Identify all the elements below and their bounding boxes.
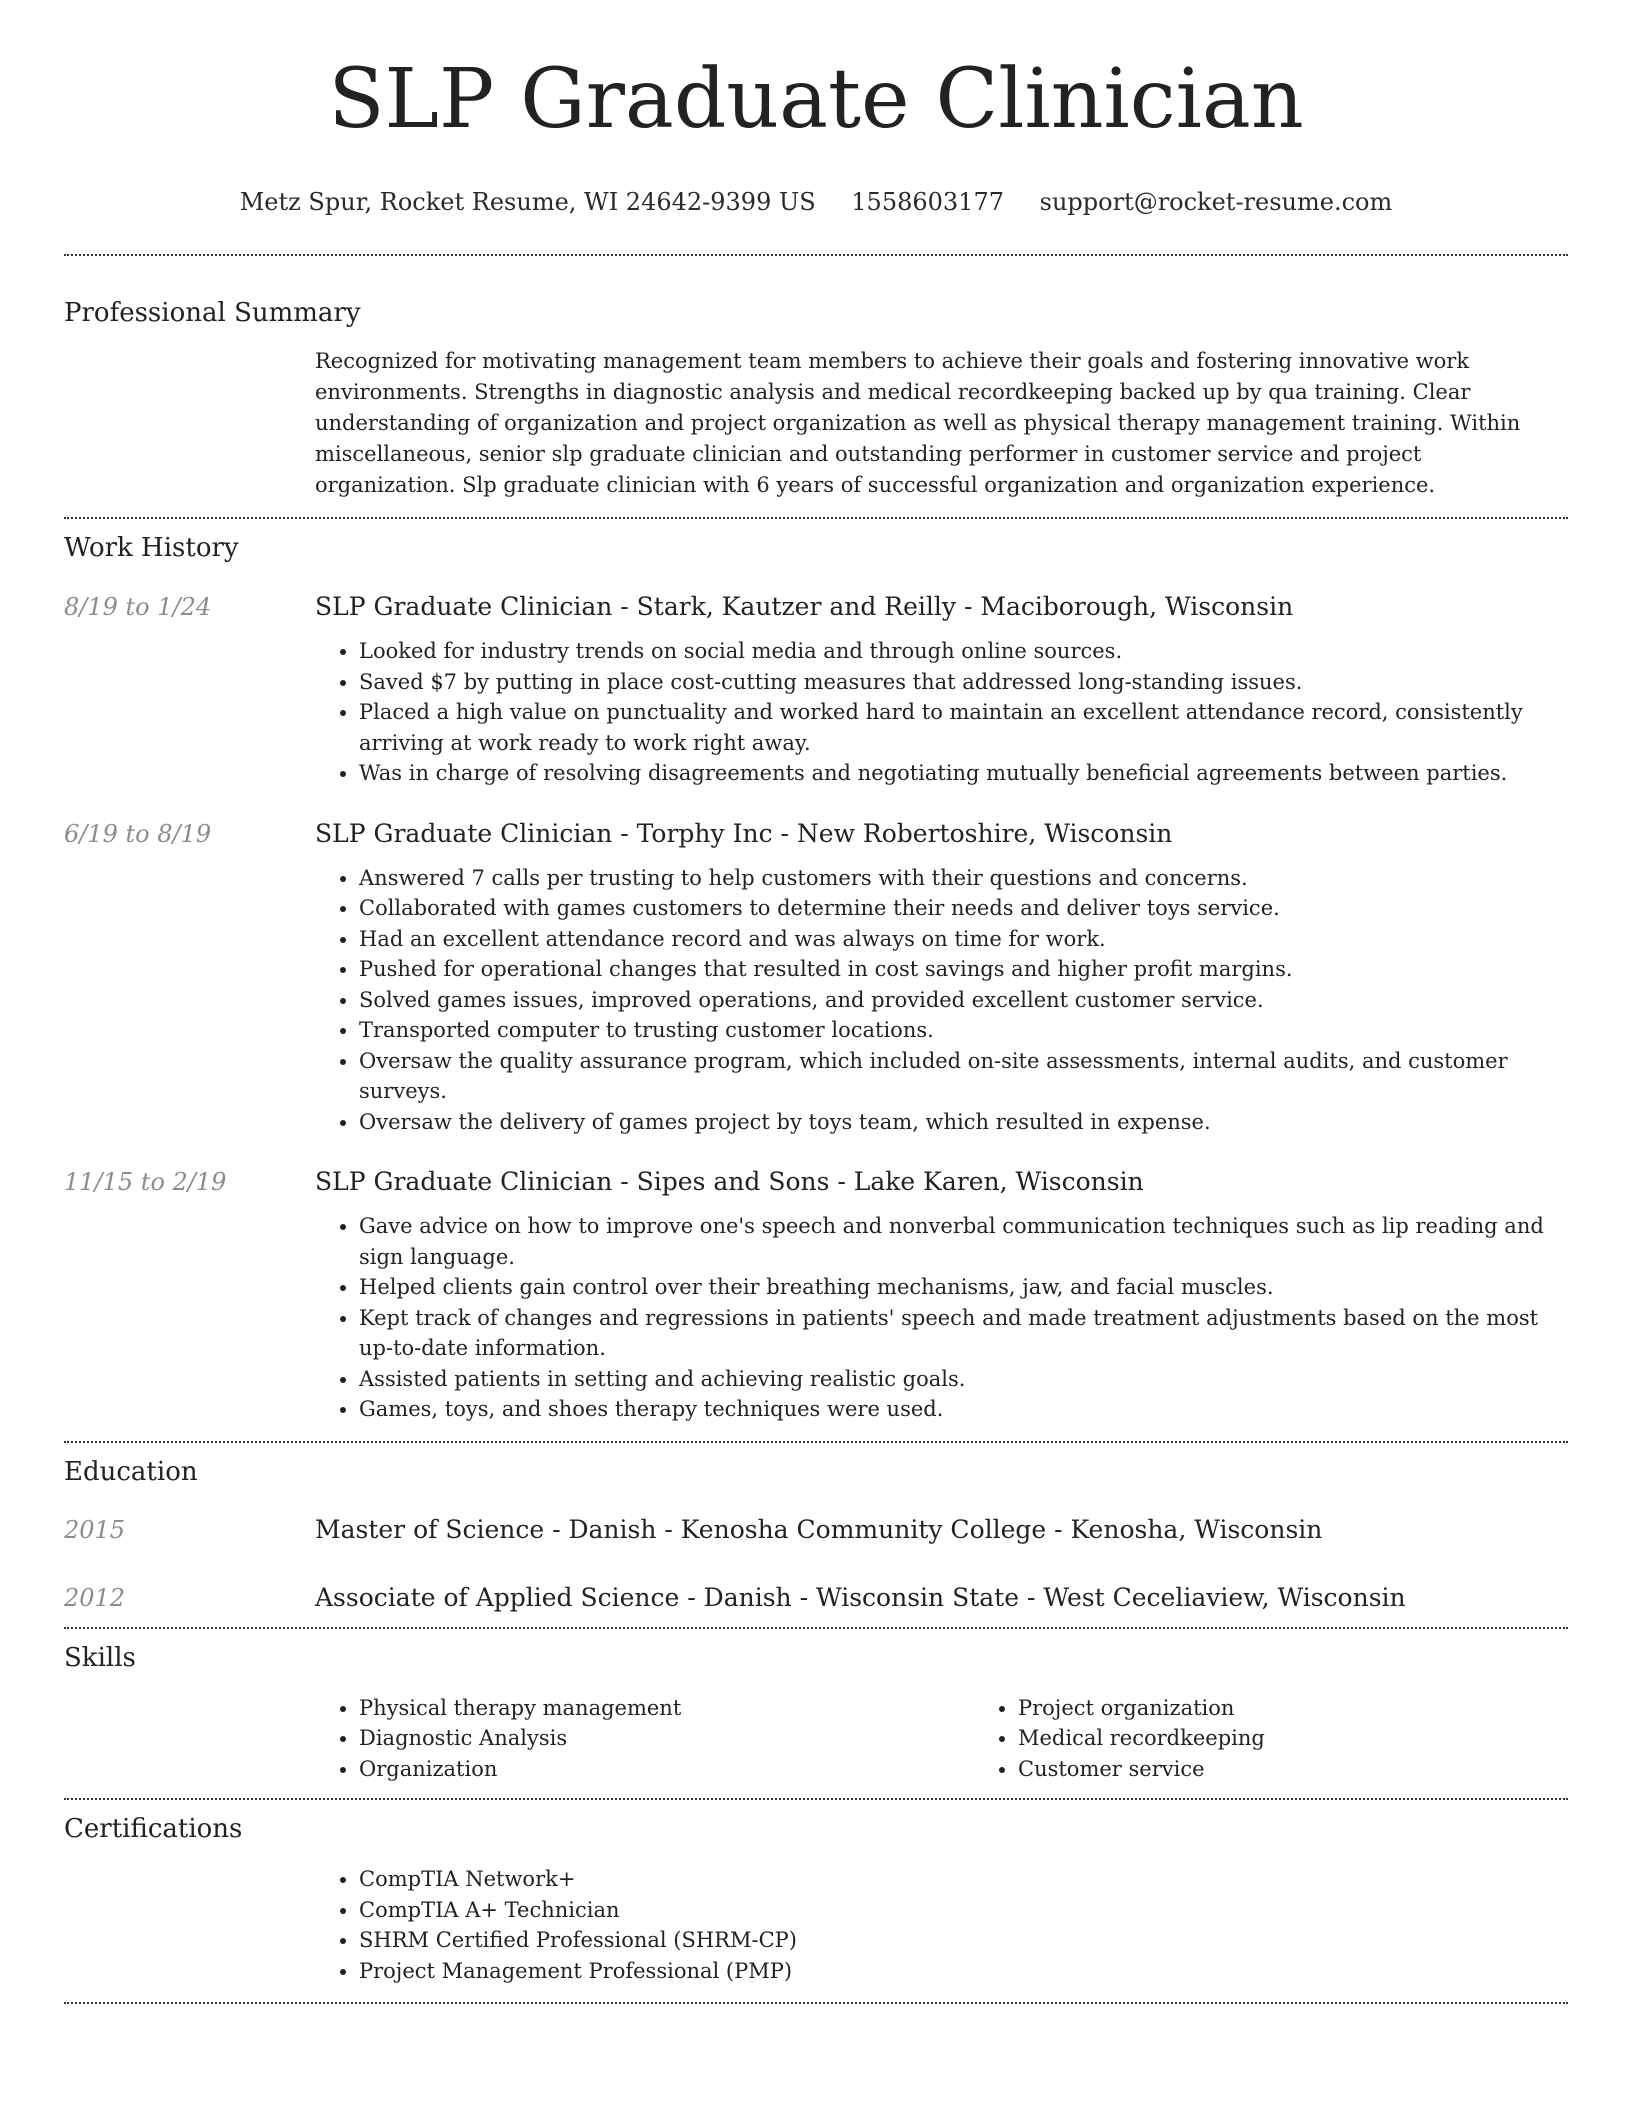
work-history-heading: Work History [64,533,239,563]
list-item: • Kept track of changes and regressions in patients' speech and made treatment adjustments based on the most up-to-date information. [359,1303,1568,1364]
divider [64,1441,1568,1443]
divider [64,1798,1568,1800]
skills-heading: Skills [64,1642,136,1673]
summary-text: Recognized for motivating management team members to achieve their goals and fostering innovative work environments. Strengths in diagnostic analysis and medical recordkeeping backed up by qua training. Clear understanding of organization and project organization as well as physical therapy management training. Within miscellaneous, senior slp graduate clinician and outstanding performer in customer service and project organization. Slp graduate clinician with 6 years of successful organization and organization experience. [315,349,1521,497]
list-item: • Games, toys, and shoes therapy techniques were used. [359,1394,1568,1425]
certifications-list [315,1864,1568,1986]
education-year: 2012 [64,1583,126,1612]
list-item: • Oversaw the quality assurance program, which included on-site assessments, internal audits, and customer surveys. [359,1046,1568,1107]
list-item: • Organization [359,1754,974,1785]
list-item: • Project Management Professional (PMP) [359,1956,1568,1987]
list-item: • Placed a high value on punctuality and worked hard to maintain an excellent attendance record, consistently arriving at work ready to work right away. [359,697,1568,758]
list-item: • Saved $7 by putting in place cost-cutting measures that addressed long-standing issues. [359,667,1568,698]
skills-list-left [315,1693,974,1785]
job-dates: 11/15 to 2/19 [64,1168,227,1196]
certifications-heading: Certifications [64,1814,243,1844]
list-item: • CompTIA Network+ [359,1864,1568,1895]
job-dates: 8/19 to 1/24 [64,593,212,621]
education-heading: Education [64,1456,198,1487]
list-item: • SHRM Certified Professional (SHRM-CP) [359,1925,1568,1956]
list-item: • Customer service [1018,1754,1632,1785]
job-bullets [315,1211,1568,1425]
contact-phone: 1558603177 [851,188,1004,216]
list-item: • Pushed for operational changes that resulted in cost savings and higher profit margins. [359,954,1568,985]
list-item: • Assisted patients in setting and achieving realistic goals. [359,1364,1568,1395]
list-item: • Project organization [1018,1693,1632,1724]
education-year: 2015 [64,1515,126,1544]
list-item: • Collaborated with games customers to determine their needs and deliver toys service. [359,893,1568,924]
job-dates: 6/19 to 8/19 [64,819,212,848]
list-item: • Solved games issues, improved operations, and provided excellent customer service. [359,985,1568,1016]
education-degree: Associate of Applied Science - Danish - Wisconsin State - West Ceceliaview, Wisconsin [315,1582,1406,1612]
education-entry [64,1581,1568,1615]
list-item: • Looked for industry trends on social media and through online sources. [359,636,1568,667]
skills-row [64,1693,1568,1785]
divider [64,517,1568,519]
summary-heading: Professional Summary [64,298,361,328]
contact-email: support@rocket-resume.com [1039,188,1393,216]
job-entry [64,590,1568,789]
list-item: • Physical therapy management [359,1693,974,1724]
list-item: • Answered 7 calls per trusting to help customers with their questions and concerns. [359,863,1568,894]
list-item: • Oversaw the delivery of games project by toys team, which resulted in expense. [359,1107,1568,1138]
list-item: • Diagnostic Analysis [359,1723,974,1754]
job-bullets [315,636,1568,789]
job-title: SLP Graduate Clinician - Sipes and Sons - Lake Karen, Wisconsin [315,1167,1144,1196]
contact-address: Metz Spur, Rocket Resume, WI 24642-9399 US [239,188,816,216]
job-title: SLP Graduate Clinician - Stark, Kautzer and Reilly - Maciborough, Wisconsin [315,592,1294,621]
list-item: • CompTIA A+ Technician [359,1895,1568,1926]
certifications-row [64,1864,1568,1986]
job-bullets [315,863,1568,1138]
summary-row [64,346,1568,501]
divider [64,2002,1568,2004]
list-item: • Gave advice on how to improve one's speech and nonverbal communication techniques such as lip reading and sign language. [359,1211,1568,1272]
list-item: • Transported computer to trusting customer locations. [359,1015,1568,1046]
list-item: • Helped clients gain control over their breathing mechanisms, jaw, and facial muscles. [359,1272,1568,1303]
list-item: • Had an excellent attendance record and was always on time for work. [359,924,1568,955]
list-item: • Medical recordkeeping [1018,1723,1632,1754]
skills-list-right [974,1693,1632,1785]
contact-line [64,186,1568,218]
divider [64,1627,1568,1629]
education-entry [64,1513,1568,1547]
education-degree: Master of Science - Danish - Kenosha Community College - Kenosha, Wisconsin [315,1514,1323,1544]
divider [64,254,1568,256]
resume-name: SLP Graduate Clinician [328,52,1304,147]
job-title: SLP Graduate Clinician - Torphy Inc - New Robertoshire, Wisconsin [315,818,1173,848]
list-item: • Was in charge of resolving disagreements and negotiating mutually beneficial agreements between parties. [359,758,1568,789]
job-entry [64,817,1568,1138]
job-entry [64,1165,1568,1425]
